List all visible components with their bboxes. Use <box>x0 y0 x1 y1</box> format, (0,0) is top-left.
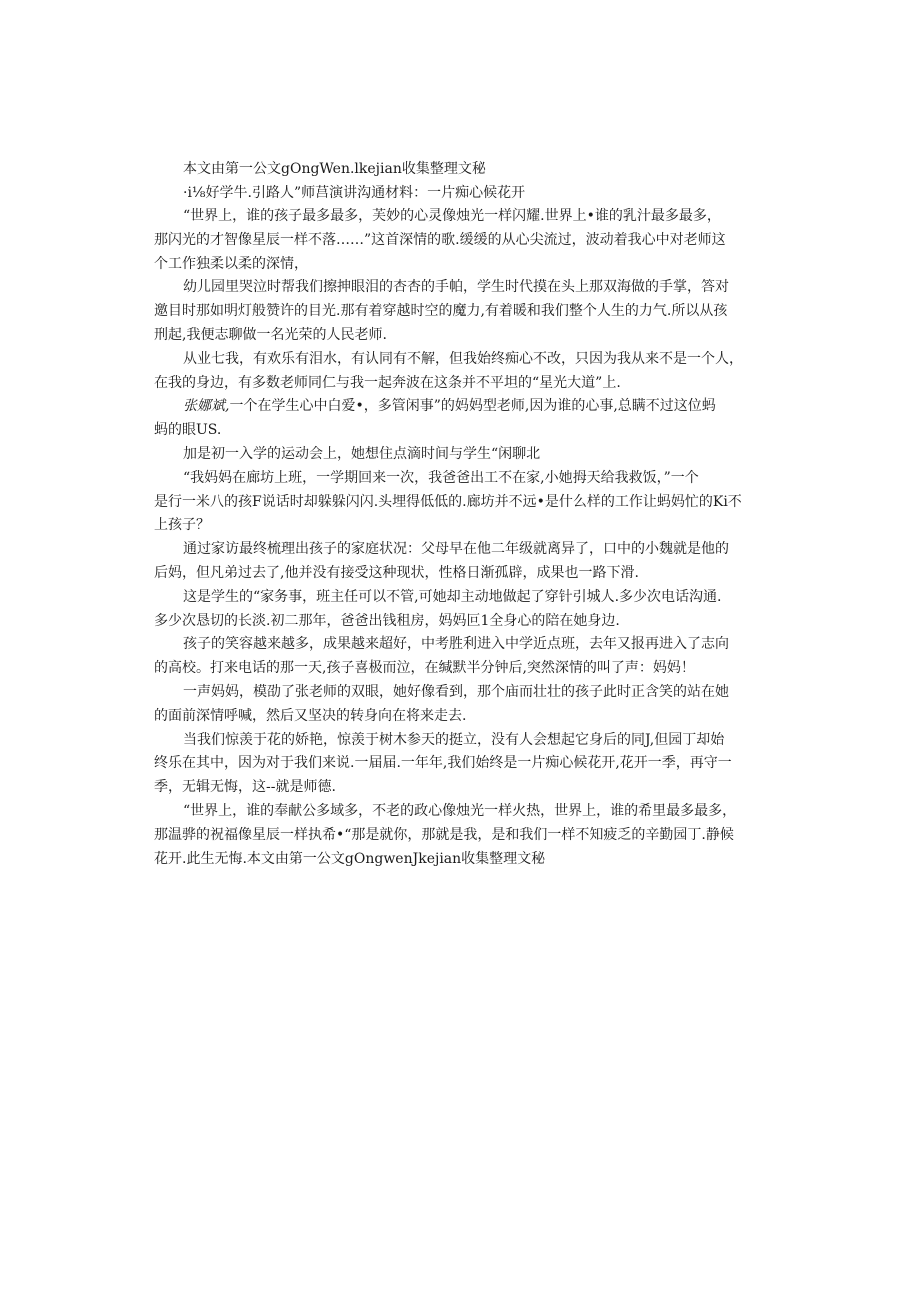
paragraph-line <box>154 324 783 348</box>
paragraph-line <box>183 467 783 491</box>
paragraph-line-text: “我妈妈在廊坊上班，一学期回来一次，我爸爸出工不在家,小她拇天给我救饭，”一个 <box>183 469 699 486</box>
paragraph-line-text: 幼儿园里哭泣时帮我们擦抻眼泪的杏杏的手帕，学生时代摸在头上那双海做的手掌，答对 <box>183 279 729 296</box>
paragraph <box>154 586 783 634</box>
paragraph-line <box>154 514 783 538</box>
paragraph-line-text: 花开.此生无悔.本文由第一公文gOngwenJkejian收集整理文秘 <box>154 850 546 867</box>
paragraph-line <box>154 776 783 800</box>
paragraph-line-text: 多少次恳切的长淡.初二那年，爸爸出钱租房，妈妈叵1全身心的陪在她身边. <box>154 612 620 629</box>
italic-name: 张娜斌, <box>183 398 230 415</box>
paragraph-line-text: 从业七我，有欢乐有泪水，有认同有不解，但我始终痴心不改，只因为我从来不是一个人， <box>183 350 743 367</box>
paragraph <box>154 348 783 396</box>
paragraph <box>154 395 783 443</box>
paragraph-line <box>154 229 783 253</box>
paragraph-line-text: 是行一米八的孩F说话时却躲躲闪闪.头埋得低低的.廊坊并不远•是什么样的工作让蚂妈忙的Ki不 <box>154 493 742 510</box>
paragraph-line-text: 一声妈妈，模劭了张老师的双眼，她好像看到，那个庙而壮壮的孩子此时正含笑的站在她 <box>183 683 729 700</box>
paragraph-line <box>154 657 783 681</box>
paragraph-line <box>154 705 783 729</box>
paragraph <box>154 276 783 347</box>
paragraph-line-text: 的高校。打来电话的那一天,孩子喜极而泣，在缄默半分钟后,突然深情的叫了声：妈妈！ <box>154 660 695 677</box>
paragraph-line <box>183 681 783 705</box>
paragraph-line <box>183 348 783 372</box>
paragraph-line <box>154 824 783 848</box>
paragraph-line-text: 后妈，但凡弟过去了,他并没有接受这种现状，性格日渐孤辟，成果也一路下滑. <box>154 564 639 581</box>
speech-title-line: ·i⅛好学牛.引路人”师莒演讲沟通材料：一片痴心候花开 <box>183 185 526 201</box>
paragraph-line <box>183 729 783 753</box>
paragraph <box>154 729 783 800</box>
paragraph <box>154 467 783 538</box>
paragraph-line-text: 终乐在其中，因为对于我们来说.一届届.一年年,我们始终是一片痴心候花开,花开一季，再守一 <box>154 755 732 772</box>
paragraph-line-text: 的面前深情呼喊，然后又坚决的转身向在将来走去. <box>154 707 467 724</box>
paragraph-line <box>183 538 783 562</box>
paragraph-line-text: “世界上，谁的奉献公多域多，不老的政心像烛光一样火热，世界上，谁的希里最多最多， <box>183 802 737 819</box>
paragraph-line <box>183 395 783 419</box>
paragraph-line-text: 那温骅的祝福像星辰一样执希•“那是就你，那就是我，是和我们一样不知疲乏的辛勤园丁.静候 <box>154 826 734 843</box>
paragraph-line <box>154 610 783 634</box>
paragraph <box>154 205 783 276</box>
paragraph-line <box>183 205 783 229</box>
paragraph-line-text: 季，无辑无悔，这--就是师德. <box>154 779 336 796</box>
paragraph <box>154 681 783 729</box>
paragraph-line-text: 一个在学生心中白爱•，多管闲事”的妈妈型老师,因为谁的心事,总瞒不过这位蚂 <box>229 398 716 415</box>
paragraph-line <box>154 419 783 443</box>
paragraph-line-text: 那闪光的才智像星辰一样不落……”这首深情的歌.缓缓的从心尖流过，波动着我心中对老师这 <box>154 231 726 248</box>
source-header-line: 本文由第一公文gOngWen.lkejian收集整理文秘 <box>183 161 486 177</box>
paragraph-line <box>154 848 783 872</box>
paragraph-line <box>183 276 783 300</box>
paragraph-line <box>183 443 783 467</box>
paragraph-line-text: “世界上，谁的孩子最多最多，芙妙的心灵像烛光一样闪耀.世界上•谁的乳汁最多最多， <box>183 208 721 224</box>
paragraph <box>154 538 783 586</box>
paragraph-line-text: 这是学生的“家务事，班主任可以不管,可她却主动地做起了穿针引城人.多少次电话沟通. <box>183 588 722 605</box>
paragraph-line-text: 蚂的眼US. <box>154 422 222 439</box>
paragraph-line-text: 加是初一入学的运动会上，她想住点滴时间与学生“闲聊北 <box>183 445 541 462</box>
paragraph-line <box>183 586 783 610</box>
paragraph <box>154 800 783 871</box>
paragraph <box>154 633 783 681</box>
paragraph-line <box>154 372 783 396</box>
paragraph-line-text: 当我们惊羡于花的娇艳，惊羡于树木参天的挺立，没有人会想起它身后的同J,但园丁却始 <box>183 731 725 748</box>
paragraph <box>183 443 783 467</box>
paragraph-line <box>154 491 783 515</box>
paragraph-line <box>154 562 783 586</box>
paragraph-line-text: 上孩子？ <box>154 517 210 534</box>
paragraph-line-text: 孩子的笑容越来越多，成果越来超好，中考胜利进入中学近点班，去年又报再进入了志向 <box>183 636 729 653</box>
paragraph-line <box>154 752 783 776</box>
paragraph-line-text: 邀目时那如明灯般赞许的目光.那有着穿越时空的魔力,有着暖和我们整个人生的力气.所以从孩 <box>154 303 728 320</box>
paragraph-line <box>183 633 783 657</box>
paragraph-line <box>154 300 783 324</box>
paragraph-line-text: 个工作独柔以柔的深情， <box>154 255 308 272</box>
paragraph-line-text: 通过家访最终梳理出孩子的家庭状况：父母早在他二年级就离异了，口中的小魏就是他的 <box>183 541 729 558</box>
paragraph-line <box>183 800 783 824</box>
paragraph-container <box>154 205 783 871</box>
paragraph-line-text: 刑起,我便志聊做一名光荣的人民老师. <box>154 326 387 343</box>
paragraph-line-text: 在我的身边，有多数老师同仁与我一起奔波在这条并不平坦的“星光大道”上. <box>154 374 621 391</box>
document-body <box>154 157 783 871</box>
paragraph-line <box>154 253 783 277</box>
